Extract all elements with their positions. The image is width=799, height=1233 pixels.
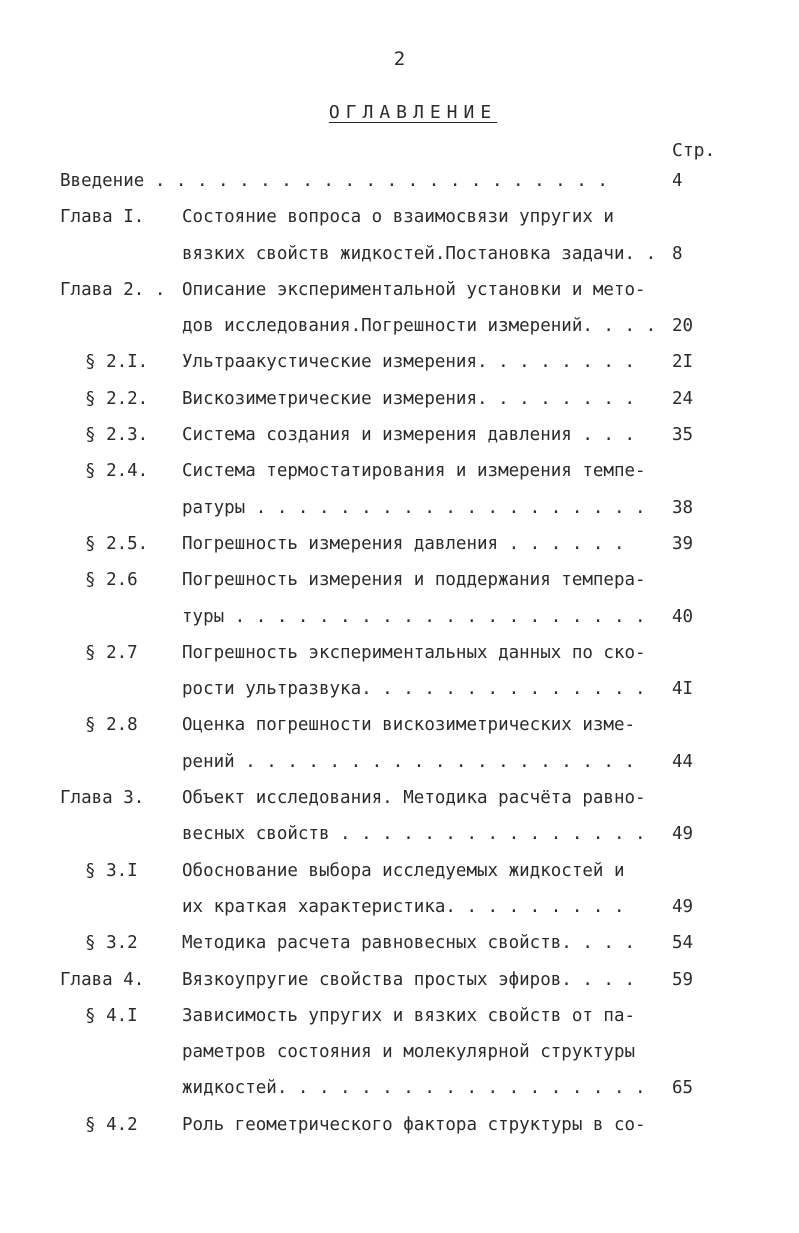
toc-entry-text: туры . . . . . . . . . . . . . . . . . . . .: [182, 606, 646, 627]
toc-entry-text: Погрешность экспериментальных данных по ско-: [182, 642, 646, 663]
toc-entry-page: 8: [672, 243, 683, 264]
toc-entry-text: Оценка погрешности вискозиметрических изме-: [182, 715, 636, 736]
toc-entry-page: 4I: [672, 679, 694, 700]
toc-entry: [0, 529, 799, 565]
toc-entry-label: § 2.5.: [85, 533, 149, 554]
toc-entry: [0, 311, 799, 347]
toc-entry: [0, 202, 799, 238]
toc-entry-text: Состояние вопроса о взаимосвязи упругих и: [182, 207, 614, 228]
toc-entry-page: 39: [672, 533, 694, 554]
toc-entry: [0, 965, 799, 1001]
toc-entry-label: § 3.2: [85, 933, 138, 954]
toc-entry-label: § 2.6: [85, 570, 138, 591]
toc-entry: [0, 384, 799, 420]
toc-entry-label: § 2.8: [85, 715, 138, 736]
toc-entry-page: 44: [672, 751, 694, 772]
toc-entry-label: § 2.I.: [85, 352, 149, 373]
toc-entry-text: Вязкоупругие свойства простых эфиров. . . .: [182, 969, 636, 990]
toc-entry-page: 38: [672, 497, 694, 518]
toc-entry-text: Система создания и измерения давления . . .: [182, 425, 636, 446]
toc-entry-text: Система термостатирования и измерения темпе-: [182, 461, 646, 482]
toc-entry-page: 40: [672, 606, 694, 627]
toc-entry-page: 54: [672, 933, 694, 954]
toc-entry: [0, 747, 799, 783]
toc-entry: [0, 1073, 799, 1109]
toc-entry-label: Глава I.: [60, 207, 145, 228]
toc-entry-page: 49: [672, 824, 694, 845]
toc-entry: [0, 856, 799, 892]
toc-entry-text: вязких свойств жидкостей.Постановка задачи. .: [182, 243, 657, 264]
table-of-contents: [0, 166, 799, 1146]
toc-entry: [0, 275, 799, 311]
toc-entry-label: § 2.3.: [85, 425, 149, 446]
toc-entry-text: Роль геометрического фактора структуры в со-: [182, 1114, 646, 1135]
toc-entry-page: 59: [672, 969, 694, 990]
toc-entry-label: Глава 4.: [60, 969, 145, 990]
toc-entry-label: § 2.2.: [85, 388, 149, 409]
toc-entry: [0, 493, 799, 529]
toc-entry: [0, 602, 799, 638]
toc-entry: [0, 892, 799, 928]
toc-entry-page: 65: [672, 1078, 694, 1099]
toc-entry: [0, 565, 799, 601]
toc-title: ОГЛАВЛЕНИЕ: [328, 102, 498, 123]
toc-entry: [0, 710, 799, 746]
toc-entry: [0, 819, 799, 855]
toc-entry: [0, 420, 799, 456]
toc-entry-text: Вискозиметрические измерения. . . . . . . .: [182, 388, 636, 409]
toc-entry-label: § 3.I: [85, 860, 138, 881]
toc-entry-text: Методика расчета равновесных свойств. . . .: [182, 933, 636, 954]
toc-entry-text: рости ультразвука. . . . . . . . . . . . . .: [182, 679, 646, 700]
toc-entry-text: Описание экспериментальной установки и мето-: [182, 279, 646, 300]
toc-entry: [0, 1110, 799, 1146]
toc-entry-label: Глава 2. .: [60, 279, 166, 300]
toc-entry-text: раметров состояния и молекулярной структуры: [182, 1042, 636, 1063]
toc-entry: [0, 239, 799, 275]
toc-entry-page: 49: [672, 896, 694, 917]
page-number: 2: [393, 48, 406, 70]
toc-entry-text: Погрешность измерения давления . . . . . .: [182, 533, 625, 554]
toc-entry-text: Погрешность измерения и поддержания темпера-: [182, 570, 646, 591]
toc-entry: [0, 783, 799, 819]
toc-entry-label: § 2.7: [85, 642, 138, 663]
toc-entry-page: 2I: [672, 352, 694, 373]
toc-entry-text: рений . . . . . . . . . . . . . . . . . . .: [182, 751, 636, 772]
toc-entry-text: жидкостей. . . . . . . . . . . . . . . . . .: [182, 1078, 646, 1099]
toc-entry-page: 35: [672, 425, 694, 446]
toc-entry-text: Объект исследования. Методика расчёта равно-: [182, 788, 646, 809]
toc-entry-text: Ультраакустические измерения. . . . . . . .: [182, 352, 636, 373]
toc-entry: [0, 347, 799, 383]
toc-entry-text: Введение . . . . . . . . . . . . . . . . . . . . . .: [60, 171, 608, 191]
toc-entry: [0, 1001, 799, 1037]
toc-entry: [0, 456, 799, 492]
toc-entry-label: § 4.I: [85, 1005, 138, 1026]
toc-entry-text: дов исследования.Погрешности измерений. . . .: [182, 316, 657, 337]
toc-entry-text: Зависимость упругих и вязких свойств от па-: [182, 1005, 636, 1026]
toc-entry: [0, 674, 799, 710]
page-column-label: Стр.: [672, 140, 716, 161]
toc-entry-text: их краткая характеристика. . . . . . . . .: [182, 896, 625, 917]
toc-entry: [0, 638, 799, 674]
toc-entry: [0, 166, 799, 202]
toc-entry: [0, 928, 799, 964]
toc-entry-text: весных свойств . . . . . . . . . . . . . . .: [182, 824, 646, 845]
toc-entry-text: ратуры . . . . . . . . . . . . . . . . . . .: [182, 497, 646, 518]
toc-entry-page: 20: [672, 316, 694, 337]
toc-entry-text: Обоснование выбора исследуемых жидкостей и: [182, 860, 625, 881]
toc-entry-label: § 4.2: [85, 1114, 138, 1135]
toc-entry-page: 4: [672, 171, 683, 191]
toc-entry-label: Глава 3.: [60, 788, 145, 809]
toc-entry: [0, 1037, 799, 1073]
toc-entry-label: § 2.4.: [85, 461, 149, 482]
toc-entry-page: 24: [672, 388, 694, 409]
